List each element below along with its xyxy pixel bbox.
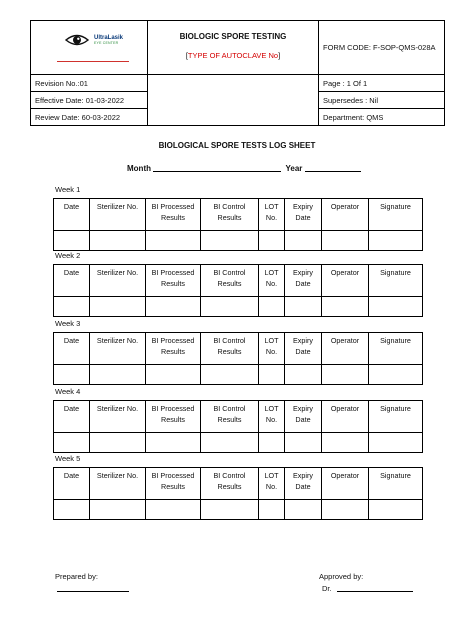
column-header-text: Results [217,278,242,288]
column-header-text: Operator [330,336,360,345]
entry-cell[interactable] [201,231,259,251]
column-header [285,265,322,297]
approved-by-field[interactable] [322,584,413,593]
column-header-text: BI Control [213,202,246,211]
column-header [54,468,90,500]
entry-cell[interactable] [54,365,90,385]
week-label: Week 1 [55,185,81,194]
entry-cell[interactable] [369,365,423,385]
entry-cell[interactable] [259,500,285,520]
column-header-text: LOT [264,471,279,480]
column-header-text: Expiry [293,336,313,345]
month-label: Month [127,164,151,173]
column-header-text: BI Processed [151,268,195,277]
column-header [259,333,285,365]
column-header-text: Date [63,404,80,413]
week-log-table [53,467,423,520]
column-header-text: Sterilizer No. [96,336,139,345]
column-header-text: Sterilizer No. [96,268,139,277]
entry-cell[interactable] [90,500,146,520]
logo-tagline: EYE CENTER [94,40,119,45]
log-sheet-title: BIOLOGICAL SPORE TESTS LOG SHEET [158,141,316,150]
column-header [369,468,423,500]
document-header [30,20,445,126]
prepared-by-field[interactable] [57,584,129,593]
column-header [146,199,201,231]
entry-cell[interactable] [369,500,423,520]
column-header-text: Results [161,278,185,288]
column-header [54,265,90,297]
month-field[interactable] [153,164,281,172]
title-cell-empty [148,75,319,126]
doctor-label: Dr. [322,584,332,593]
column-header [259,265,285,297]
week-log-table [53,198,423,251]
column-header-text: No. [265,481,278,491]
entry-cell[interactable] [54,500,90,520]
column-header-text: Expiry [293,268,313,277]
column-header-text: No. [265,278,278,288]
column-header-text: Signature [380,336,411,345]
column-header-text: Signature [380,471,411,480]
entry-cell[interactable] [259,297,285,317]
column-header-text: Date [295,414,311,424]
entry-cell[interactable] [369,231,423,251]
logo-cell [31,21,148,75]
eye-icon [65,33,89,47]
prepared-by-label: Prepared by: [55,572,98,581]
week-label: Week 4 [55,387,81,396]
column-header [201,401,259,433]
column-header [90,401,146,433]
week-label: Week 2 [55,251,81,260]
column-header-text: Date [63,202,80,211]
column-header [285,199,322,231]
column-header [259,468,285,500]
entry-cell[interactable] [201,297,259,317]
logo-name: UltraLasik [94,34,124,41]
week-label: Week 3 [55,319,81,328]
column-header [54,199,90,231]
week-log-table [53,400,423,453]
effective-date: Effective Date: 01-03-2022 [31,92,148,109]
column-header-text: Date [295,346,311,356]
column-header-text: Signature [380,268,411,277]
column-header-text: Date [63,336,80,345]
column-header [322,199,369,231]
column-header [146,401,201,433]
column-header-text: Expiry [293,471,313,480]
column-header-text: Sterilizer No. [96,471,139,480]
column-header [285,401,322,433]
column-header [201,199,259,231]
column-header-text: Results [161,346,185,356]
revision-number: Revision No.:01 [31,75,148,92]
entry-cell[interactable] [285,433,322,453]
column-header-text: BI Control [213,471,246,480]
entry-cell[interactable] [285,500,322,520]
column-header [285,333,322,365]
column-header [322,265,369,297]
column-header-text: Date [295,212,311,222]
column-header [201,265,259,297]
column-header-text: Signature [380,404,411,413]
column-header [54,401,90,433]
approved-by-label: Approved by: [319,572,364,581]
autoclave-type-placeholder: TYPE OF AUTOCLAVE No [187,50,279,60]
column-header-text: Results [217,481,242,491]
entry-cell[interactable] [54,231,90,251]
column-header [146,265,201,297]
entry-cell[interactable] [259,365,285,385]
supersedes: Supersedes : Nil [319,92,445,109]
week-log-table [53,264,423,317]
entry-cell[interactable] [285,231,322,251]
column-header [322,468,369,500]
column-header-text: Expiry [293,202,313,211]
entry-cell[interactable] [201,433,259,453]
column-header [54,333,90,365]
column-header-text: Results [217,346,242,356]
entry-cell[interactable] [146,297,201,317]
column-header [90,333,146,365]
column-header-text: BI Processed [151,471,195,480]
column-header-text: Results [161,481,185,491]
column-header [146,468,201,500]
column-header-text: Date [295,278,311,288]
entry-cell[interactable] [259,231,285,251]
entry-cell[interactable] [322,297,369,317]
form-code: FORM CODE: F-SOP-QMS-028A [319,21,445,75]
year-field[interactable] [305,164,361,172]
entry-cell[interactable] [322,365,369,385]
column-header [369,401,423,433]
column-header-text: Operator [330,471,360,480]
column-header [259,199,285,231]
logo-underline [57,61,129,62]
column-header [369,265,423,297]
column-header-text: BI Control [213,404,246,413]
entry-cell[interactable] [201,365,259,385]
entry-cell[interactable] [322,500,369,520]
column-header [322,401,369,433]
review-date: Review Date: 60-03-2022 [31,109,148,126]
week-label: Week 5 [55,454,81,463]
column-header-text: LOT [264,336,279,345]
month-year-row [127,164,361,173]
entry-cell[interactable] [369,297,423,317]
column-header-text: Sterilizer No. [96,404,139,413]
entry-cell[interactable] [90,297,146,317]
entry-cell[interactable] [54,297,90,317]
column-header [322,333,369,365]
column-header-text: No. [265,346,278,356]
entry-cell[interactable] [285,297,322,317]
entry-cell[interactable] [322,231,369,251]
column-header-text: Date [295,481,311,491]
column-header [90,199,146,231]
entry-cell[interactable] [146,365,201,385]
column-header-text: Sterilizer No. [96,202,139,211]
column-header [369,199,423,231]
week-log-table [53,332,423,385]
entry-cell[interactable] [259,433,285,453]
entry-cell[interactable] [146,433,201,453]
company-logo [65,33,123,47]
column-header-text: Operator [330,268,360,277]
column-header-text: Results [217,212,242,222]
column-header [146,333,201,365]
column-header-text: Operator [330,404,360,413]
column-header-text: Expiry [293,404,313,413]
column-header-text: No. [265,212,278,222]
column-header [201,468,259,500]
column-header-text: LOT [264,268,279,277]
doctor-signature-line[interactable] [337,585,413,592]
column-header-text: Operator [330,202,360,211]
entry-cell[interactable] [285,365,322,385]
entry-cell[interactable] [90,231,146,251]
autoclave-type: [TYPE OF AUTOCLAVE No] [185,50,281,60]
column-header-text: Date [63,471,80,480]
column-header-text: Results [161,414,185,424]
year-label: Year [285,164,303,173]
entry-cell[interactable] [146,500,201,520]
entry-cell[interactable] [90,433,146,453]
column-header-text: BI Control [213,336,246,345]
entry-cell[interactable] [369,433,423,453]
column-header [90,468,146,500]
entry-cell[interactable] [322,433,369,453]
column-header [90,265,146,297]
column-header-text: Results [161,212,185,222]
column-header-text: BI Processed [151,336,195,345]
column-header-text: Results [217,414,242,424]
column-header-text: BI Processed [151,202,195,211]
column-header-text: BI Processed [151,404,195,413]
column-header [259,401,285,433]
column-header-text: Date [63,268,80,277]
column-header [285,468,322,500]
document-title: BIOLOGIC SPORE TESTING [179,31,287,41]
column-header-text: BI Control [213,268,246,277]
column-header-text: LOT [264,202,279,211]
column-header-text: LOT [264,404,279,413]
department: Department: QMS [319,109,445,126]
entry-cell[interactable] [201,500,259,520]
column-header [201,333,259,365]
title-cell [148,21,319,75]
entry-cell[interactable] [54,433,90,453]
entry-cell[interactable] [90,365,146,385]
column-header [369,333,423,365]
page-number: Page : 1 Of 1 [319,75,445,92]
column-header-text: No. [265,414,278,424]
column-header-text: Signature [380,202,411,211]
entry-cell[interactable] [146,231,201,251]
